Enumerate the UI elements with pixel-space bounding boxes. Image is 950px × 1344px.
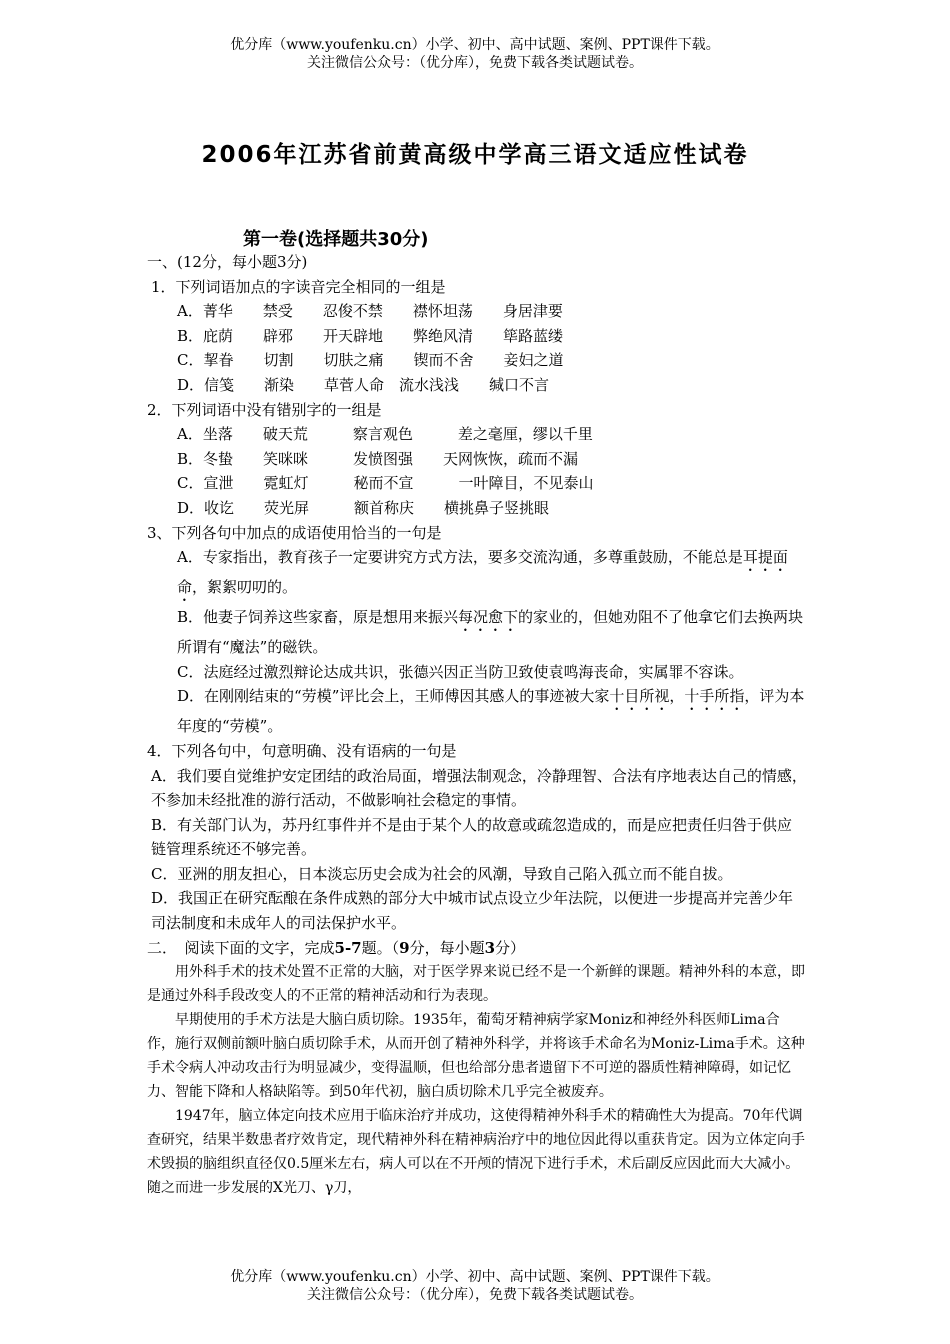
question-2-option-c: C．宣泄 霓虹灯 秘而不宣 一叶障目，不见泰山 [177,474,594,493]
footer-line-2: 关注微信公众号：（优分库），免费下载各类试题试卷。 [307,1287,643,1303]
passage-paragraph: 早期使用的手术方法是大脑白质切除。1935年，葡萄牙精神病学家Moniz和神经外科医师Lima合作，施行双侧前额叶脑白质切除手术，从而开创了精神外科学，并将该手术命名为Moniz-Lima手术。这种手术令病人冲动攻击行为明显减少，变得温顺，但也给部分患者遗留下不可逆的器质性精神障碍，如记忆力、智能下降和人格缺陷等。到50年代初，脑白质切除术几乎完全被废弃。 [147,1012,805,1101]
option-d-text: D．在刚刚结束的“劳模”评比会上，王师傅因其感人的事迹被大家 [177,687,610,706]
passage-paragraph: 用外科手术的技术处置不正常的大脑，对于医学界来说已经不是一个新鲜的课题。精神外科的本意，即是通过外科手段改变人的不正常的精神活动和行为表现。 [147,964,805,1005]
passage-paragraph: 1947年，脑立体定向技术应用于临床治疗并成功，这使得精神外科手术的精确性大为提高。70年代调查研究，结果半数患者疗效肯定，现代精神外科在精神病治疗中的地位因此得以重获肯定。因为立体定向手术毁损的脑组织直径仅0.5厘米左右，病人可以在不开颅的情况下进行手术，术后副反应因此而大大减小。随之而进一步发展的X光刀、γ刀， [147,1108,805,1197]
question-2-option-b: B．冬蛰 笑咪咪 发愤图强 天网恢恢，疏而不漏 [177,449,579,468]
question-1-option-c: C．挈眷 切割 切肤之痛 锲而不舍 妾妇之道 [177,351,564,370]
question-4-option-b: B．有关部门认为，苏丹红事件并不是由于某个人的故意或疏忽造成的，而是应把责任归咎于供应链管理系统还不够完善。 [151,815,793,859]
option-b-text: B．他妻子饲养这些家畜，原是想用来振兴 [177,608,459,627]
question-3-option-b [147,605,807,660]
question-2-option-d: D．收讫 荧光屏 额首称庆 横挑鼻子竖挑眼 [177,498,550,517]
page-header [0,36,950,72]
part-one-heading: 第一卷(选择题共30分) [243,229,429,250]
section-two-suffix: 分） [495,938,526,957]
option-a-text-end: ，絮絮叨叨的。 [192,578,298,597]
question-2-option-a: A．坐落 破天荒 察言观色 差之毫厘，缪以千里 [177,425,593,444]
header-line-1: 优分库（www.youfenku.cn）小学、初中、高中试题、案例、PPT课件下载。 [230,37,720,53]
section-two-score: 9 [399,938,410,957]
question-3-stem: 3、下列各句中加点的成语使用恰当的一句是 [147,523,442,542]
section-one-heading: 一、(12分，每小题3分) [147,253,308,271]
section-two-each: 3 [484,938,496,957]
question-3-option-c: C．法庭经过激烈辩论达成共识，张德兴因正当防卫致使袁鸣海丧命，实属罪不容诛。 [177,662,744,681]
reading-passage [147,960,807,1200]
question-4-option-a: A．我们要自觉维护安定团结的政治局面，增强法制观念，冷静理智、合法有序地表达自己的情感，不参加未经批准的游行活动，不做影响社会稳定的事情。 [151,766,807,810]
footer-line-1: 优分库（www.youfenku.cn）小学、初中、高中试题、案例、PPT课件下载。 [230,1269,720,1285]
page-footer [0,1268,950,1304]
section-two-heading [147,936,807,961]
option-b-text-end: 的家业的，但她劝阻不了他拿它们去换两块所谓有“魔法”的磁铁。 [177,608,804,657]
question-2-stem: 2．下列词语中没有错别字的一组是 [147,400,382,419]
exam-content [147,250,807,1200]
header-line-2: 关注微信公众号：（优分库），免费下载各类试题试卷。 [307,55,643,71]
section-two-mid: 题。（ [361,938,400,957]
option-d-text-end: ，评为本年度的“劳模”。 [177,687,805,736]
question-1-option-d: D．信笺 渐染 草菅人命 流水浅浅 缄口不言 [177,375,550,394]
option-a-text: A．专家指出，教育孩子一定要讲究方式方法，要多交流沟通，多尊重鼓励，不能总是 [177,548,743,567]
question-1-stem: 1．下列词语加点的字读音完全相同的一组是 [151,277,446,296]
document-title: 2006年江苏省前黄高级中学高三语文适应性试卷 [201,142,749,168]
section-two-prefix: 二． 阅读下面的文字，完成 [147,938,335,957]
option-b-idiom: 每况愈下 [458,608,519,627]
option-a-idiom: 耳提面命 [177,548,788,597]
option-d-idiom: 十目所视，十手所指 [609,687,745,706]
question-3-option-a [147,545,807,605]
question-4-option-d: D．我国正在研究酝酿在条件成熟的部分大中城市试点设立少年法院，以便进一步提高并完善少年司法制度和未成年人的司法保护水平。 [151,889,794,933]
question-1-option-b: B．庇荫 辟邪 开天辟地 弊绝风清 筚路蓝缕 [177,326,564,345]
question-4-stem: 4．下列各句中，句意明确、没有语病的一句是 [147,741,457,760]
question-1-option-a: A．菁华 禁受 忍俊不禁 襟怀坦荡 身居津要 [177,302,563,321]
section-two-range: 5-7 [334,938,362,957]
question-3-option-d [147,684,807,739]
section-two-mid2: 分，每小题 [409,938,485,957]
question-4-option-c: C．亚洲的朋友担心，日本淡忘历史会成为社会的风潮，导致自己陷入孤立而不能自拔。 [151,864,733,883]
